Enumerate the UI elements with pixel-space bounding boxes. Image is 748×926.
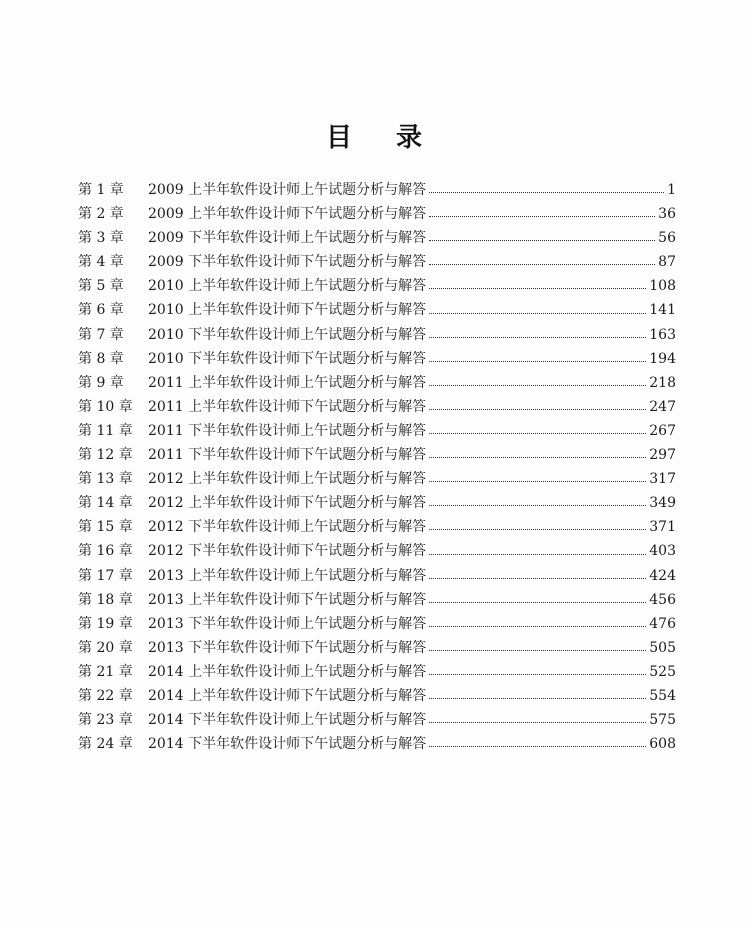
toc-page-number: 267 — [649, 422, 676, 439]
toc-page-number: 525 — [649, 663, 676, 680]
toc-entry[interactable] — [78, 636, 676, 660]
toc-chapter-number: 第 18 章 — [78, 591, 133, 608]
toc-dot-leader — [429, 554, 646, 555]
toc-chapter-number: 第 8 章 — [78, 350, 124, 367]
toc-chapter-number: 第 10 章 — [78, 398, 133, 415]
toc-dot-leader — [429, 578, 646, 579]
toc-chapter-number: 第 16 章 — [78, 543, 133, 560]
toc-page-number: 505 — [649, 639, 676, 656]
toc-dot-leader — [429, 264, 655, 265]
toc-dot-leader — [429, 313, 646, 314]
toc-chapter-number: 第 6 章 — [78, 302, 124, 319]
toc-chapter-number: 第 1 章 — [78, 182, 124, 198]
toc-entry[interactable] — [78, 588, 676, 612]
toc-page-number: 56 — [658, 230, 676, 247]
toc-chapter-title: 2012 下半年软件设计师上午试题分析与解答 — [148, 519, 427, 536]
toc-dot-leader — [429, 529, 646, 530]
toc-chapter-number: 第 21 章 — [78, 663, 133, 680]
toc-chapter-number: 第 7 章 — [78, 326, 124, 343]
toc-entry[interactable] — [78, 347, 676, 371]
toc-entry[interactable] — [78, 443, 676, 467]
toc-chapter-title: 2010 上半年软件设计师下午试题分析与解答 — [148, 302, 427, 319]
toc-chapter-title: 2011 下半年软件设计师上午试题分析与解答 — [148, 422, 427, 439]
toc-page-number: 163 — [649, 326, 676, 343]
toc-dot-leader — [429, 457, 646, 458]
toc-chapter-number: 第 22 章 — [78, 687, 133, 704]
toc-entry[interactable] — [78, 612, 676, 636]
toc-chapter-title: 2009 上半年软件设计师下午试题分析与解答 — [148, 206, 427, 223]
toc-dot-leader — [429, 602, 646, 603]
toc-entry[interactable] — [78, 684, 676, 708]
toc-page-number: 141 — [649, 302, 676, 319]
toc-chapter-title: 2009 上半年软件设计师上午试题分析与解答 — [148, 182, 427, 198]
toc-chapter-number: 第 24 章 — [78, 736, 133, 753]
toc-chapter-number: 第 2 章 — [78, 206, 124, 223]
toc-chapter-title: 2014 下半年软件设计师下午试题分析与解答 — [148, 736, 427, 753]
toc-page-number: 1 — [667, 182, 676, 198]
toc-dot-leader — [429, 361, 646, 362]
toc-entry[interactable] — [78, 395, 676, 419]
toc-page-number: 349 — [649, 495, 676, 512]
toc-dot-leader — [429, 433, 646, 434]
toc-chapter-title: 2013 上半年软件设计师下午试题分析与解答 — [148, 591, 427, 608]
toc-chapter-title: 2012 上半年软件设计师下午试题分析与解答 — [148, 495, 427, 512]
toc-chapter-title: 2012 下半年软件设计师下午试题分析与解答 — [148, 543, 427, 560]
toc-chapter-title: 2014 上半年软件设计师下午试题分析与解答 — [148, 687, 427, 704]
toc-chapter-title: 2013 上半年软件设计师上午试题分析与解答 — [148, 567, 427, 584]
toc-page-number: 456 — [649, 591, 676, 608]
page-title-char-1: 目 — [325, 123, 352, 154]
toc-entry[interactable] — [78, 564, 676, 588]
toc-entry[interactable] — [78, 491, 676, 515]
toc-chapter-number: 第 4 章 — [78, 254, 124, 271]
toc-dot-leader — [429, 192, 664, 193]
toc-dot-leader — [429, 216, 655, 217]
toc-chapter-number: 第 20 章 — [78, 639, 133, 656]
toc-chapter-number: 第 3 章 — [78, 230, 124, 247]
toc-chapter-title: 2013 下半年软件设计师上午试题分析与解答 — [148, 615, 427, 632]
toc-chapter-title: 2011 上半年软件设计师下午试题分析与解答 — [148, 398, 427, 415]
toc-dot-leader — [429, 409, 646, 410]
toc-chapter-title: 2010 下半年软件设计师下午试题分析与解答 — [148, 350, 427, 367]
toc-dot-leader — [429, 722, 646, 723]
page-title — [0, 117, 748, 154]
toc-chapter-number: 第 11 章 — [78, 422, 133, 439]
toc-page-number: 608 — [649, 736, 676, 753]
toc-entry[interactable] — [78, 274, 676, 298]
toc-chapter-number: 第 12 章 — [78, 447, 133, 464]
toc-dot-leader — [429, 698, 646, 699]
toc-page-number: 371 — [649, 519, 676, 536]
toc-page-number: 403 — [649, 543, 676, 560]
toc-dot-leader — [429, 650, 646, 651]
toc-dot-leader — [429, 674, 646, 675]
toc-entry[interactable] — [78, 419, 676, 443]
toc-chapter-title: 2014 上半年软件设计师上午试题分析与解答 — [148, 663, 427, 680]
toc-page-number: 317 — [649, 471, 676, 488]
toc-chapter-number: 第 9 章 — [78, 374, 124, 391]
toc-chapter-title: 2009 下半年软件设计师上午试题分析与解答 — [148, 230, 427, 247]
toc-page-number: 36 — [658, 206, 676, 223]
toc-page-number: 218 — [649, 374, 676, 391]
toc-chapter-title: 2010 上半年软件设计师上午试题分析与解答 — [148, 278, 427, 295]
toc-entry[interactable] — [78, 323, 676, 347]
toc-entry[interactable] — [78, 660, 676, 684]
toc-chapter-number: 第 19 章 — [78, 615, 133, 632]
toc-page-number: 297 — [649, 447, 676, 464]
toc-dot-leader — [429, 626, 646, 627]
toc-page-number: 424 — [649, 567, 676, 584]
toc-entry[interactable] — [78, 708, 676, 732]
toc-chapter-title: 2009 下半年软件设计师下午试题分析与解答 — [148, 254, 427, 271]
toc-dot-leader — [429, 240, 655, 241]
toc-page-number: 554 — [649, 687, 676, 704]
toc-entry[interactable] — [78, 539, 676, 563]
toc-entry[interactable] — [78, 298, 676, 322]
toc-page-number: 247 — [649, 398, 676, 415]
toc-chapter-title: 2011 上半年软件设计师上午试题分析与解答 — [148, 374, 427, 391]
toc-entry[interactable] — [78, 178, 676, 202]
toc-entry[interactable] — [78, 732, 676, 756]
toc-entry[interactable] — [78, 202, 676, 226]
toc-chapter-title: 2011 下半年软件设计师下午试题分析与解答 — [148, 447, 427, 464]
table-of-contents — [78, 178, 676, 756]
toc-chapter-number: 第 17 章 — [78, 567, 133, 584]
toc-chapter-number: 第 23 章 — [78, 712, 133, 729]
toc-page-number: 194 — [649, 350, 676, 367]
toc-entry[interactable] — [78, 250, 676, 274]
toc-dot-leader — [429, 288, 646, 289]
toc-entry[interactable] — [78, 467, 676, 491]
toc-chapter-number: 第 15 章 — [78, 519, 133, 536]
toc-dot-leader — [429, 505, 646, 506]
toc-dot-leader — [429, 337, 646, 338]
toc-entry[interactable] — [78, 371, 676, 395]
toc-chapter-number: 第 13 章 — [78, 471, 133, 488]
toc-chapter-title: 2010 下半年软件设计师上午试题分析与解答 — [148, 326, 427, 343]
toc-page-number: 575 — [649, 712, 676, 729]
toc-chapter-number: 第 5 章 — [78, 278, 124, 295]
toc-dot-leader — [429, 385, 646, 386]
toc-dot-leader — [429, 746, 646, 747]
toc-page-number: 108 — [649, 278, 676, 295]
toc-chapter-number: 第 14 章 — [78, 495, 133, 512]
toc-chapter-title: 2012 上半年软件设计师上午试题分析与解答 — [148, 471, 427, 488]
toc-dot-leader — [429, 481, 646, 482]
toc-entry[interactable] — [78, 226, 676, 250]
toc-chapter-title: 2014 下半年软件设计师上午试题分析与解答 — [148, 712, 427, 729]
toc-page-number: 87 — [658, 254, 676, 271]
page-title-char-2: 录 — [396, 123, 423, 154]
toc-page-number: 476 — [649, 615, 676, 632]
toc-chapter-title: 2013 下半年软件设计师下午试题分析与解答 — [148, 639, 427, 656]
toc-entry[interactable] — [78, 515, 676, 539]
